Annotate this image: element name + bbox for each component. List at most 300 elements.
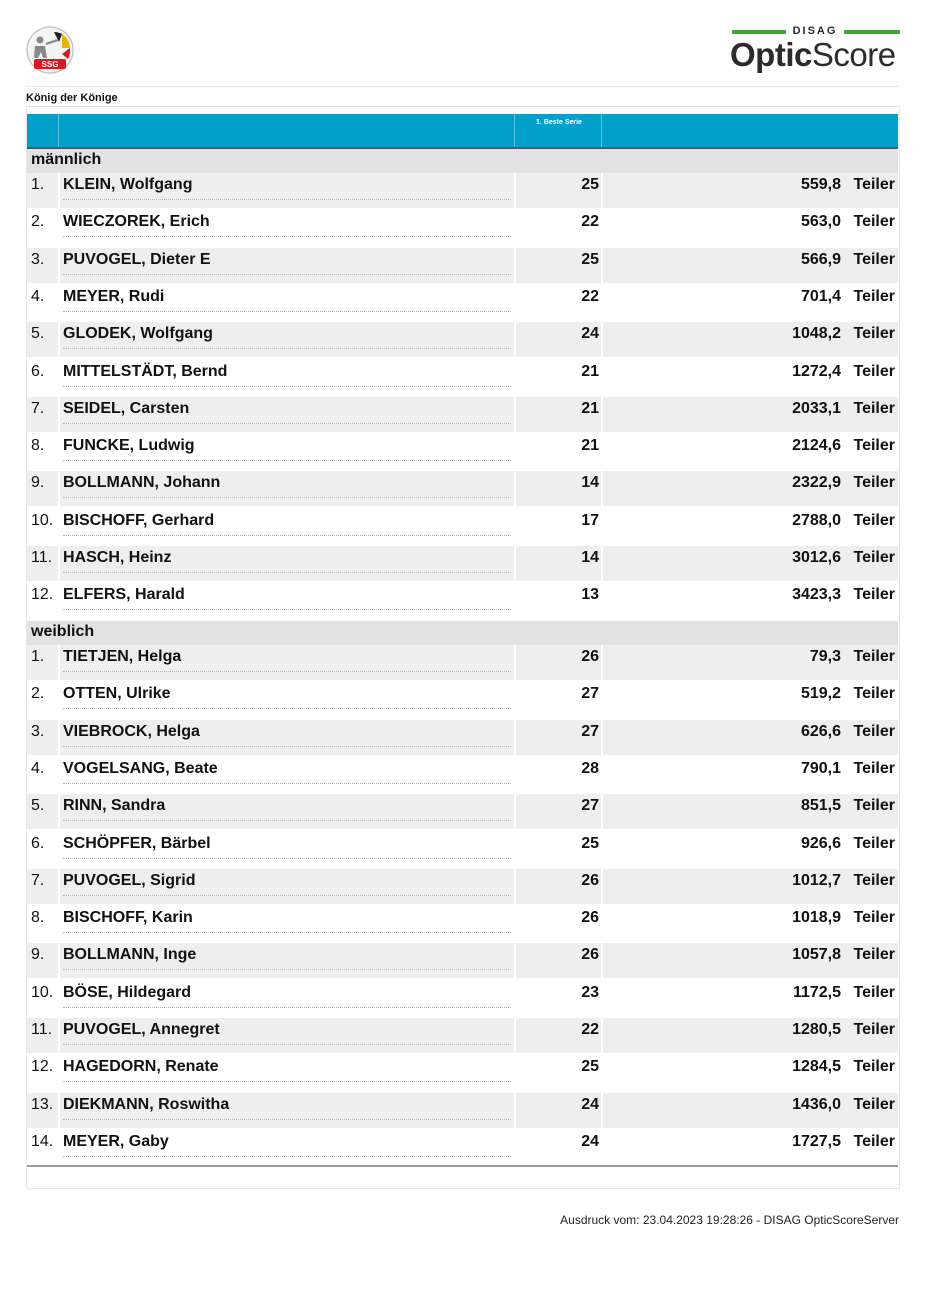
table-row (27, 1130, 898, 1165)
table-row (27, 1018, 898, 1053)
shooter-name: PUVOGEL, Annegret (63, 1021, 220, 1038)
name-cell (60, 509, 514, 544)
table-row (27, 360, 898, 395)
table-row (27, 471, 898, 506)
best-series-score: 21 (581, 437, 599, 454)
dotted-underline (63, 311, 511, 312)
best-series-score: 21 (581, 363, 599, 380)
table-row (27, 210, 898, 245)
rank-cell (27, 682, 58, 717)
teiler-cell (603, 794, 898, 829)
club-logo-text: SSG (41, 60, 59, 69)
rank-cell (27, 720, 58, 755)
rank-number: 10. (31, 512, 54, 529)
best-series-score: 24 (581, 1096, 599, 1113)
teiler-value: 1272,4 (792, 363, 841, 380)
rank-number: 9. (31, 474, 45, 491)
rank-number: 5. (31, 797, 45, 814)
table-row (27, 546, 898, 581)
teiler-value: 1012,7 (792, 872, 841, 889)
rank-number: 11. (31, 1021, 53, 1038)
teiler-cell (603, 943, 898, 978)
teiler-unit: Teiler (853, 984, 895, 1001)
rank-number: 4. (31, 760, 45, 777)
brand-bar-left (732, 30, 786, 34)
name-cell (60, 1018, 514, 1053)
rank-cell (27, 248, 58, 283)
rank-number: 2. (31, 685, 45, 702)
rank-cell (27, 794, 58, 829)
teiler-cell (603, 869, 898, 904)
best-series-score: 25 (581, 251, 599, 268)
table-row (27, 869, 898, 904)
best-series-score: 27 (581, 685, 599, 702)
rank-number: 2. (31, 213, 45, 230)
name-cell (60, 397, 514, 432)
best-series-score: 27 (581, 797, 599, 814)
shooter-name: DIEKMANN, Roswitha (63, 1096, 230, 1113)
rank-cell (27, 210, 58, 245)
teiler-cell (603, 434, 898, 469)
table-row (27, 757, 898, 792)
best-series-score: 25 (581, 176, 599, 193)
teiler-unit: Teiler (853, 474, 895, 491)
teiler-value: 1436,0 (792, 1096, 841, 1113)
best-series-score: 14 (581, 474, 599, 491)
teiler-cell (603, 285, 898, 320)
serie-cell (516, 981, 601, 1016)
name-cell (60, 1130, 514, 1165)
best-series-score: 26 (581, 872, 599, 889)
serie-cell (516, 645, 601, 680)
teiler-value: 566,9 (800, 251, 841, 268)
rank-number: 8. (31, 909, 45, 926)
name-cell (60, 546, 514, 581)
rank-cell (27, 757, 58, 792)
teiler-unit: Teiler (853, 1021, 895, 1038)
dotted-underline (63, 1044, 511, 1045)
teiler-unit: Teiler (853, 400, 895, 417)
teiler-unit: Teiler (853, 586, 895, 603)
name-cell (60, 583, 514, 618)
table-row (27, 173, 898, 208)
rank-number: 1. (31, 648, 45, 665)
rank-cell (27, 981, 58, 1016)
serie-cell (516, 906, 601, 941)
teiler-cell (603, 1055, 898, 1090)
rank-number: 12. (31, 1058, 54, 1075)
teiler-value: 926,6 (800, 835, 841, 852)
table-row (27, 832, 898, 867)
print-footer: Ausdruck vom: 23.04.2023 19:28:26 - DISAG OpticScoreServer (560, 1213, 899, 1227)
rank-cell (27, 645, 58, 680)
teiler-cell (603, 360, 898, 395)
teiler-value: 1280,5 (792, 1021, 841, 1038)
dotted-underline (63, 1119, 511, 1120)
table-row (27, 1093, 898, 1128)
table-row (27, 682, 898, 717)
dotted-underline (63, 671, 511, 672)
shooter-name: SCHÖPFER, Bärbel (63, 835, 211, 852)
shooter-name: BÖSE, Hildegard (63, 984, 192, 1001)
name-cell (60, 645, 514, 680)
serie-cell (516, 1018, 601, 1053)
shooter-name: MEYER, Rudi (63, 288, 165, 305)
rank-number: 6. (31, 835, 45, 852)
shooter-name: TIETJEN, Helga (63, 648, 182, 665)
dotted-underline (63, 236, 511, 237)
shooter-name: BISCHOFF, Gerhard (63, 512, 215, 529)
group-title: männlich (31, 151, 102, 168)
teiler-value: 1727,5 (792, 1133, 841, 1150)
teiler-cell (603, 906, 898, 941)
rank-cell (27, 546, 58, 581)
dotted-underline (63, 1007, 511, 1008)
teiler-value: 563,0 (800, 213, 841, 230)
dotted-underline (63, 858, 511, 859)
teiler-cell (603, 720, 898, 755)
shooter-name: PUVOGEL, Sigrid (63, 872, 196, 889)
serie-cell (516, 173, 601, 208)
teiler-cell (603, 981, 898, 1016)
serie-cell (516, 1055, 601, 1090)
dotted-underline (63, 572, 511, 573)
teiler-value: 2322,9 (792, 474, 841, 491)
rank-cell (27, 1055, 58, 1090)
shooter-name: SEIDEL, Carsten (63, 400, 190, 417)
teiler-unit: Teiler (853, 946, 895, 963)
serie-cell (516, 943, 601, 978)
shooter-name: MITTELSTÄDT, Bernd (63, 363, 228, 380)
table-row (27, 397, 898, 432)
best-series-score: 27 (581, 723, 599, 740)
table-row (27, 1055, 898, 1090)
best-series-score: 26 (581, 648, 599, 665)
teiler-unit: Teiler (853, 288, 895, 305)
best-series-score: 17 (581, 512, 599, 529)
name-cell (60, 1093, 514, 1128)
table-row (27, 285, 898, 320)
table-row (27, 794, 898, 829)
name-cell (60, 720, 514, 755)
rank-cell (27, 509, 58, 544)
column-header-beste-serie: 1. Beste Serie (536, 119, 582, 126)
shooter-name: BOLLMANN, Johann (63, 474, 221, 491)
shooter-name: GLODEK, Wolfgang (63, 325, 213, 342)
serie-cell (516, 757, 601, 792)
dotted-underline (63, 708, 511, 709)
name-cell (60, 322, 514, 357)
shooter-name: VOGELSANG, Beate (63, 760, 218, 777)
best-series-score: 25 (581, 835, 599, 852)
teiler-unit: Teiler (853, 176, 895, 193)
shooter-name: HAGEDORN, Renate (63, 1058, 219, 1075)
name-cell (60, 434, 514, 469)
rank-number: 12. (31, 586, 54, 603)
best-series-score: 25 (581, 1058, 599, 1075)
name-cell (60, 869, 514, 904)
name-cell (60, 943, 514, 978)
shooter-name: OTTEN, Ulrike (63, 685, 171, 702)
rank-cell (27, 583, 58, 618)
teiler-unit: Teiler (853, 363, 895, 380)
dotted-underline (63, 423, 511, 424)
dotted-underline (63, 497, 511, 498)
teiler-cell (603, 1130, 898, 1165)
rank-cell (27, 471, 58, 506)
dotted-underline (63, 348, 511, 349)
rank-number: 7. (31, 400, 45, 417)
best-series-score: 14 (581, 549, 599, 566)
table-row (27, 981, 898, 1016)
teiler-unit: Teiler (853, 685, 895, 702)
group-header (27, 621, 898, 645)
serie-cell (516, 869, 601, 904)
rank-number: 11. (31, 549, 53, 566)
dotted-underline (63, 386, 511, 387)
best-series-score: 28 (581, 760, 599, 777)
teiler-cell (603, 682, 898, 717)
name-cell (60, 757, 514, 792)
best-series-score: 22 (581, 213, 599, 230)
shooter-name: PUVOGEL, Dieter E (63, 251, 211, 268)
rank-number: 7. (31, 872, 45, 889)
dotted-underline (63, 1156, 511, 1157)
teiler-unit: Teiler (853, 325, 895, 342)
teiler-cell (603, 583, 898, 618)
name-cell (60, 173, 514, 208)
teiler-unit: Teiler (853, 437, 895, 454)
table-row (27, 434, 898, 469)
teiler-cell (603, 645, 898, 680)
dotted-underline (63, 460, 511, 461)
name-cell (60, 794, 514, 829)
teiler-unit: Teiler (853, 723, 895, 740)
table-row (27, 583, 898, 618)
serie-cell (516, 285, 601, 320)
rank-number: 4. (31, 288, 45, 305)
name-cell (60, 682, 514, 717)
rank-number: 9. (31, 946, 45, 963)
serie-cell (516, 397, 601, 432)
teiler-cell (603, 832, 898, 867)
teiler-cell (603, 757, 898, 792)
club-logo (26, 26, 74, 74)
table-row (27, 322, 898, 357)
rank-cell (27, 434, 58, 469)
best-series-score: 26 (581, 909, 599, 926)
rank-cell (27, 397, 58, 432)
rank-cell (27, 1130, 58, 1165)
table-header (27, 114, 898, 147)
group-header (27, 149, 898, 173)
teiler-unit: Teiler (853, 1133, 895, 1150)
brand-bar-right (844, 30, 900, 34)
teiler-unit: Teiler (853, 797, 895, 814)
teiler-unit: Teiler (853, 909, 895, 926)
teiler-cell (603, 471, 898, 506)
teiler-cell (603, 1093, 898, 1128)
dotted-underline (63, 820, 511, 821)
shooter-name: RINN, Sandra (63, 797, 166, 814)
best-series-score: 21 (581, 400, 599, 417)
name-cell (60, 248, 514, 283)
serie-cell (516, 1093, 601, 1128)
group-title: weiblich (31, 623, 95, 640)
serie-cell (516, 322, 601, 357)
rank-cell (27, 285, 58, 320)
serie-cell (516, 509, 601, 544)
shooter-name: HASCH, Heinz (63, 549, 172, 566)
rank-number: 8. (31, 437, 45, 454)
dotted-underline (63, 1081, 511, 1082)
dotted-underline (63, 199, 511, 200)
best-series-score: 22 (581, 1021, 599, 1038)
opticscore-logo (730, 26, 900, 72)
dotted-underline (63, 746, 511, 747)
teiler-unit: Teiler (853, 1096, 895, 1113)
best-series-score: 26 (581, 946, 599, 963)
teiler-cell (603, 173, 898, 208)
teiler-unit: Teiler (853, 213, 895, 230)
rank-cell (27, 1018, 58, 1053)
serie-cell (516, 794, 601, 829)
teiler-cell (603, 397, 898, 432)
dotted-underline (63, 783, 511, 784)
teiler-cell (603, 1018, 898, 1053)
brand-disag: DISAG (792, 25, 838, 37)
teiler-unit: Teiler (853, 872, 895, 889)
best-series-score: 22 (581, 288, 599, 305)
shooter-name: VIEBROCK, Helga (63, 723, 200, 740)
teiler-unit: Teiler (853, 512, 895, 529)
name-cell (60, 1055, 514, 1090)
best-series-score: 24 (581, 325, 599, 342)
name-cell (60, 210, 514, 245)
shooter-name: BOLLMANN, Inge (63, 946, 197, 963)
rank-number: 10. (31, 984, 54, 1001)
rank-number: 5. (31, 325, 45, 342)
teiler-value: 519,2 (800, 685, 841, 702)
teiler-cell (603, 248, 898, 283)
teiler-unit: Teiler (853, 251, 895, 268)
rank-number: 6. (31, 363, 45, 380)
shooter-name: ELFERS, Harald (63, 586, 185, 603)
best-series-score: 24 (581, 1133, 599, 1150)
table-row (27, 248, 898, 283)
rank-number: 3. (31, 251, 45, 268)
dotted-underline (63, 895, 511, 896)
rank-cell (27, 322, 58, 357)
serie-cell (516, 720, 601, 755)
teiler-value: 851,5 (800, 797, 841, 814)
name-cell (60, 471, 514, 506)
dotted-underline (63, 969, 511, 970)
teiler-value: 701,4 (800, 288, 841, 305)
dotted-underline (63, 535, 511, 536)
serie-cell (516, 682, 601, 717)
table-row (27, 645, 898, 680)
dotted-underline (63, 932, 511, 933)
teiler-value: 790,1 (800, 760, 841, 777)
name-cell (60, 360, 514, 395)
dotted-underline (63, 609, 511, 610)
rank-number: 14. (31, 1133, 54, 1150)
header-separator (58, 114, 59, 147)
rank-number: 3. (31, 723, 45, 740)
name-cell (60, 285, 514, 320)
teiler-unit: Teiler (853, 1058, 895, 1075)
serie-cell (516, 583, 601, 618)
rank-cell (27, 173, 58, 208)
serie-cell (516, 210, 601, 245)
serie-cell (516, 471, 601, 506)
name-cell (60, 832, 514, 867)
serie-cell (516, 248, 601, 283)
document-title: König der Könige (26, 92, 118, 104)
rank-cell (27, 832, 58, 867)
teiler-value: 1048,2 (792, 325, 841, 342)
teiler-value: 626,6 (800, 723, 841, 740)
teiler-unit: Teiler (853, 648, 895, 665)
teiler-cell (603, 322, 898, 357)
serie-cell (516, 434, 601, 469)
rank-cell (27, 1093, 58, 1128)
teiler-unit: Teiler (853, 835, 895, 852)
table-row (27, 943, 898, 978)
best-series-score: 13 (581, 586, 599, 603)
header-separator (514, 114, 515, 147)
rank-cell (27, 906, 58, 941)
best-series-score: 23 (581, 984, 599, 1001)
table-row (27, 509, 898, 544)
dotted-underline (63, 274, 511, 275)
teiler-cell (603, 210, 898, 245)
brand-name-rest: Score (811, 36, 896, 73)
table-row (27, 906, 898, 941)
rank-number: 1. (31, 176, 45, 193)
teiler-unit: Teiler (853, 760, 895, 777)
teiler-value: 1284,5 (792, 1058, 841, 1075)
teiler-cell (603, 546, 898, 581)
teiler-value: 2124,6 (792, 437, 841, 454)
brand-name-bold: Optic (730, 36, 812, 73)
rank-cell (27, 360, 58, 395)
name-cell (60, 981, 514, 1016)
table-bottom-line (27, 1165, 898, 1167)
name-cell (60, 906, 514, 941)
shooter-name: MEYER, Gaby (63, 1133, 169, 1150)
rank-number: 13. (31, 1096, 54, 1113)
shooter-name: BISCHOFF, Karin (63, 909, 193, 926)
teiler-value: 2033,1 (792, 400, 841, 417)
teiler-value: 79,3 (809, 648, 841, 665)
shooter-name: FUNCKE, Ludwig (63, 437, 195, 454)
teiler-value: 559,8 (800, 176, 841, 193)
brand-name (730, 36, 896, 74)
serie-cell (516, 546, 601, 581)
shooter-name: KLEIN, Wolfgang (63, 176, 193, 193)
teiler-value: 3012,6 (792, 549, 841, 566)
rank-cell (27, 943, 58, 978)
teiler-unit: Teiler (853, 549, 895, 566)
table-row (27, 720, 898, 755)
teiler-value: 1172,5 (792, 984, 841, 1001)
teiler-value: 2788,0 (792, 512, 841, 529)
serie-cell (516, 1130, 601, 1165)
top-divider (26, 86, 899, 87)
teiler-value: 3423,3 (792, 586, 841, 603)
